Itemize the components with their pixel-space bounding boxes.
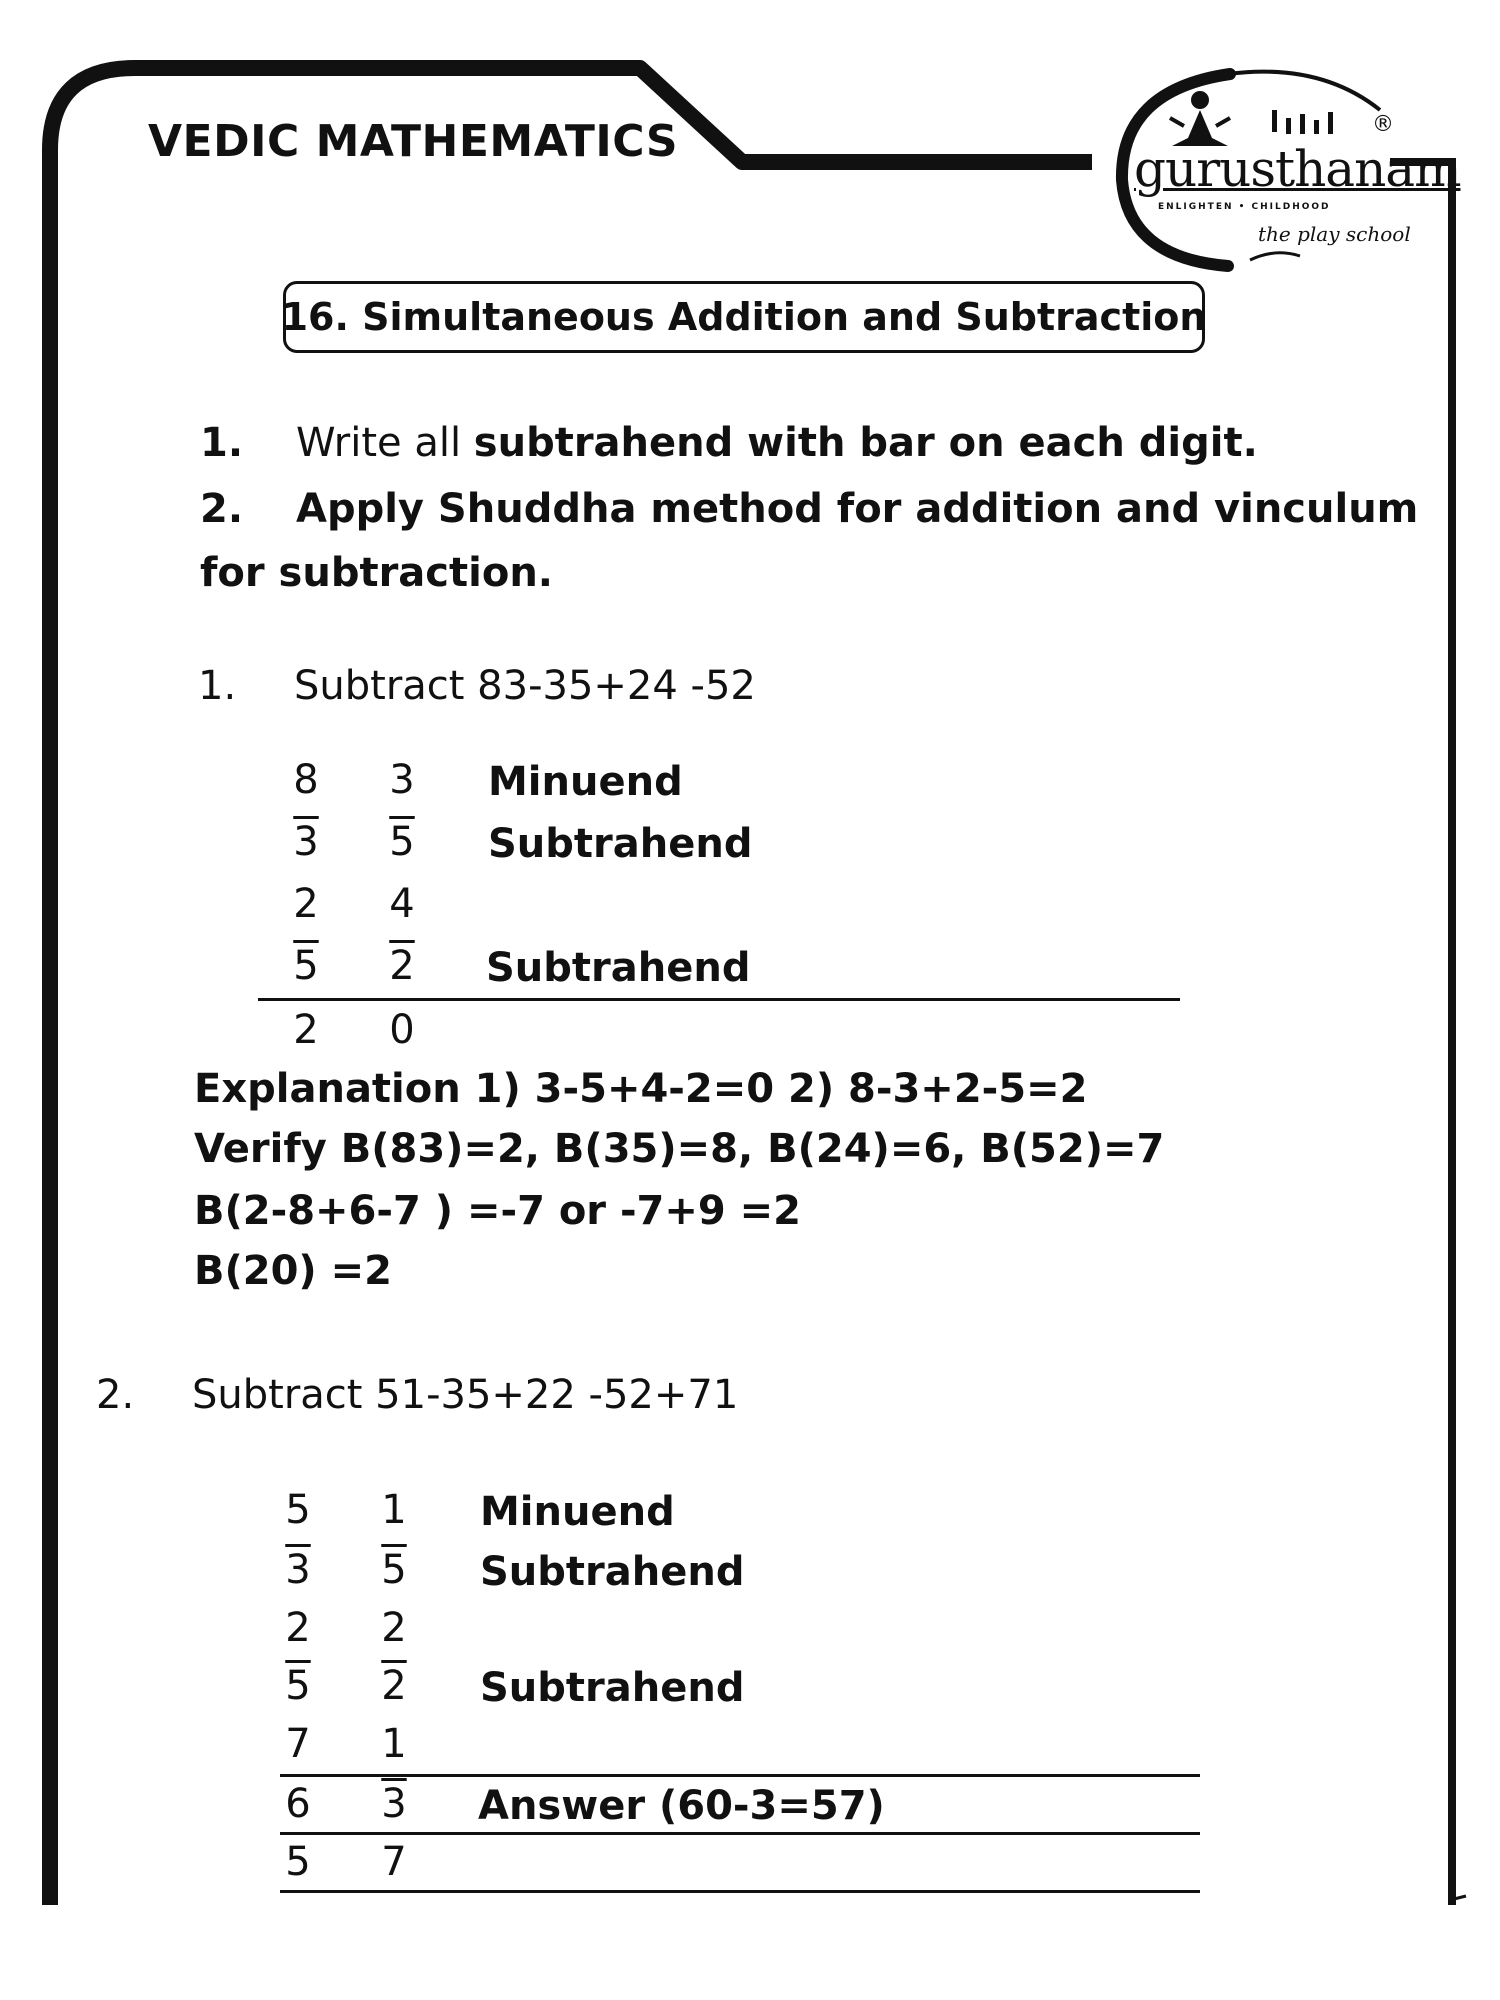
logo-subtitle: the play school [1258,222,1411,246]
rule-2-continuation: for subtraction. [200,550,553,596]
ex2-answer-digit2: 3 [381,1781,407,1827]
ex2-result-digit1: 5 [285,1839,311,1885]
ex2-row2-digit2: 5 [381,1547,407,1593]
ex2-row5-digit1: 7 [285,1721,311,1767]
ex1-row4-digit2: 2 [389,943,415,989]
ex1-row2-digit1: 3 [293,819,319,865]
ex2-answer-label: Answer (60-3=57) [478,1783,885,1829]
ex2-row4-digit1: 5 [285,1663,311,1709]
ex2-row1-label: Minuend [480,1489,675,1535]
ex1-explanation-line4: B(20) =2 [194,1248,392,1294]
ex1-row3-digit2: 4 [389,881,415,927]
rule-1 [200,420,1258,466]
ex1-row3-digit1: 2 [293,881,319,927]
ex2-answer-line [280,1832,1200,1835]
ex2-row5-digit2: 1 [381,1721,407,1767]
ex2-row2-digit1: 3 [285,1547,311,1593]
meditating-figure-icon [1170,91,1230,146]
ex2-result-line [280,1890,1200,1893]
ex2-row3-digit2: 2 [381,1605,407,1651]
ex2-row2-label: Subtrahend [480,1549,745,1595]
ex1-explanation-line1: Explanation 1) 3-5+4-2=0 2) 8-3+2-5=2 [194,1066,1088,1112]
ex1-row1-label: Minuend [488,759,683,805]
registered-mark: ® [1372,112,1394,137]
rule-2 [200,486,1418,532]
rule-text-plain: Write all [296,420,474,466]
ex1-result-digit2: 0 [389,1007,415,1053]
rule-text-bold: Apply Shuddha method for addition and vinculum [296,486,1419,532]
ex1-sum-line [258,998,1180,1001]
ex2-sum-line [280,1774,1200,1777]
ex2-row1-digit1: 5 [285,1487,311,1533]
logo-tagline: ENLIGHTEN • CHILDHOOD [1158,202,1331,212]
children-figures-icon [1272,110,1333,134]
rule-number: 2. [200,486,244,532]
logo-wordmark: gurusthanam [1134,140,1461,198]
ex1-row1-digit1: 8 [293,757,319,803]
ex1-explanation-line2: Verify B(83)=2, B(35)=8, B(24)=6, B(52)=7 [194,1126,1165,1172]
problem-text: Subtract 83-35+24 -52 [294,663,756,709]
ex2-row1-digit2: 1 [381,1487,407,1533]
ex1-row4-label: Subtrahend [486,945,751,991]
problem-text: Subtract 51-35+22 -52+71 [192,1372,739,1418]
ex2-row4-label: Subtrahend [480,1665,745,1711]
ex2-result-digit2: 7 [381,1839,407,1885]
ex1-row2-digit2: 5 [389,819,415,865]
ex2-answer-digit1: 6 [285,1781,311,1827]
example-1-problem [198,663,756,709]
rule-number: 1. [200,420,244,466]
ex1-result-digit1: 2 [293,1007,319,1053]
ex1-row4-digit1: 5 [293,943,319,989]
rule-text-bold: subtrahend with bar on each digit. [473,420,1258,466]
example-number: 2. [96,1372,135,1418]
ex1-row2-label: Subtrahend [488,821,753,867]
header-title: VEDIC MATHEMATICS [148,116,679,167]
topic-title-box [283,281,1205,353]
example-number: 1. [198,663,237,709]
ex2-row3-digit1: 2 [285,1605,311,1651]
ex2-row4-digit2: 2 [381,1663,407,1709]
example-2-problem [96,1372,738,1418]
topic-title: 16. Simultaneous Addition and Subtraction [281,295,1207,339]
ex1-row1-digit2: 3 [389,757,415,803]
ex1-explanation-line3: B(2-8+6-7 ) =-7 or -7+9 =2 [194,1188,802,1234]
